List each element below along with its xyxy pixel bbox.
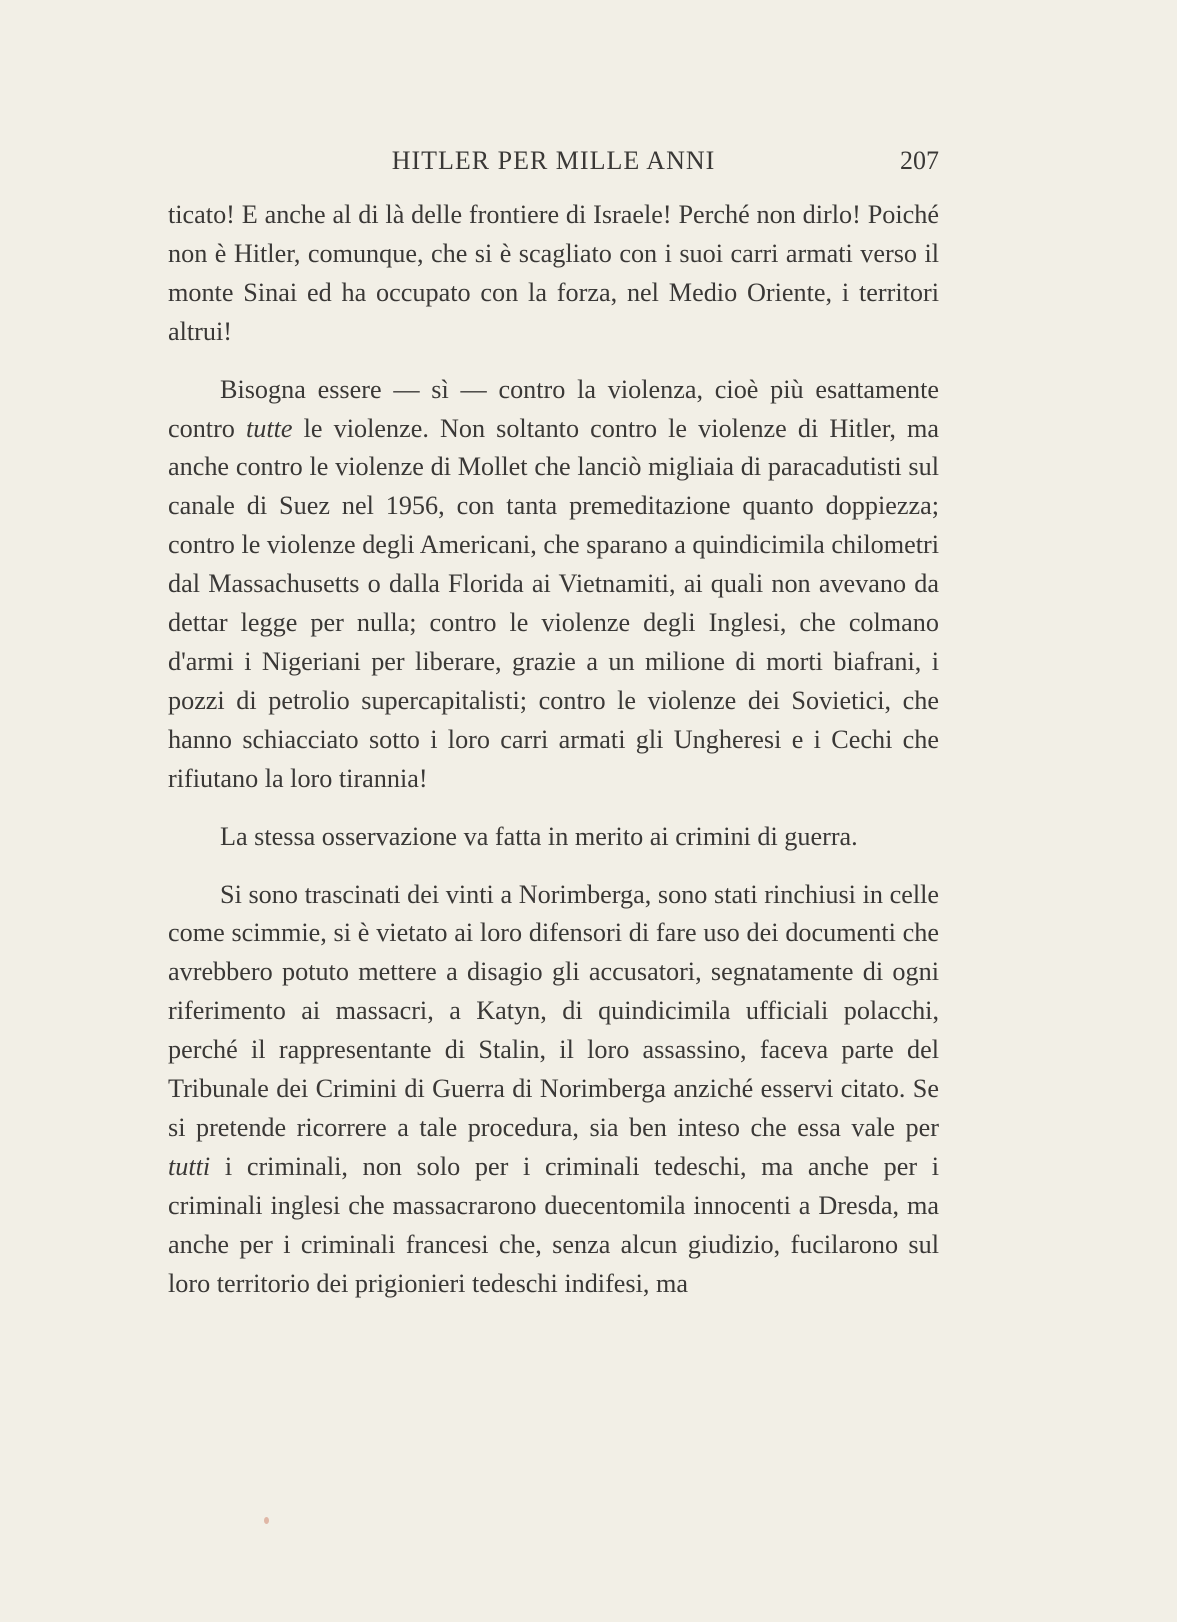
running-title: HITLER PER MILLE ANNI [391, 146, 716, 175]
paragraph [168, 371, 939, 799]
text-run: La stessa osservazione va fatta in merito ai crimini di guerra. [220, 821, 858, 851]
text-run: le violenze. Non soltanto contro le violenze di Hitler, ma anche contro le violenze di Mollet che lanciò migliaia di paracadutisti sul canale di Suez nel 1956, con tanta premeditazione quanto doppiezza; contro le violenze degli Americani, che sparano a quindicimila chilometri dal Massachusetts o dalla Florida ai Vietnamiti, ai quali non avevano da dettar legge per nulla; contro le violenze degli Inglesi, che colmano d'armi i Nigeriani per liberare, grazie a un milione di morti biafrani, i pozzi di petrolio supercapitalisti; contro le violenze dei Sovietici, che hanno schiacciato sotto i loro carri armati gli Ungheresi e i Cechi che rifiutano la loro tirannia! [168, 413, 940, 793]
body-text [168, 196, 939, 1303]
text-run: Si sono trascinati dei vinti a Norimberga, sono stati rinchiusi in celle come scimmie, si è vietato ai loro difensori di fare uso dei documenti che avrebbero potuto mettere a disagio gli accusatori, segnatamente di ogni riferimento ai massacri, a Katyn, di quindicimila ufficiali polacchi, perché il rappresentante di Stalin, il loro assassino, faceva parte del Tribunale dei Crimini di Guerra di Norimberga anziché esservi citato. Se si pretende ricorrere a tale procedura, sia ben inteso che essa vale per [168, 879, 939, 1142]
italic-emphasis: tutte [246, 413, 293, 443]
paper-spot [264, 1517, 269, 1524]
paragraph [168, 196, 939, 352]
text-run: i criminali, non solo per i criminali tedeschi, ma anche per i criminali inglesi che massacrarono duecentomila innocenti a Dresda, ma anche per i criminali francesi che, senza alcun giudizio, fucilarono sul loro territorio dei prigionieri tedeschi indifesi, ma [168, 1151, 939, 1298]
paragraph [168, 818, 939, 857]
paragraph [168, 876, 939, 1304]
page-header [168, 144, 939, 178]
text-run: ticato! E anche al di là delle frontiere di Israele! Perché non dirlo! Poiché non è Hitler, comunque, che si è scagliato con i suoi carri armati verso il monte Sinai ed ha occupato con la forza, nel Medio Oriente, i territori altrui! [168, 200, 939, 346]
text-run: Bisogna essere — sì — contro la violenza, cioè più esattamente contro [168, 374, 939, 443]
italic-emphasis: tutti [168, 1151, 211, 1181]
page-number: 207 [900, 146, 939, 175]
